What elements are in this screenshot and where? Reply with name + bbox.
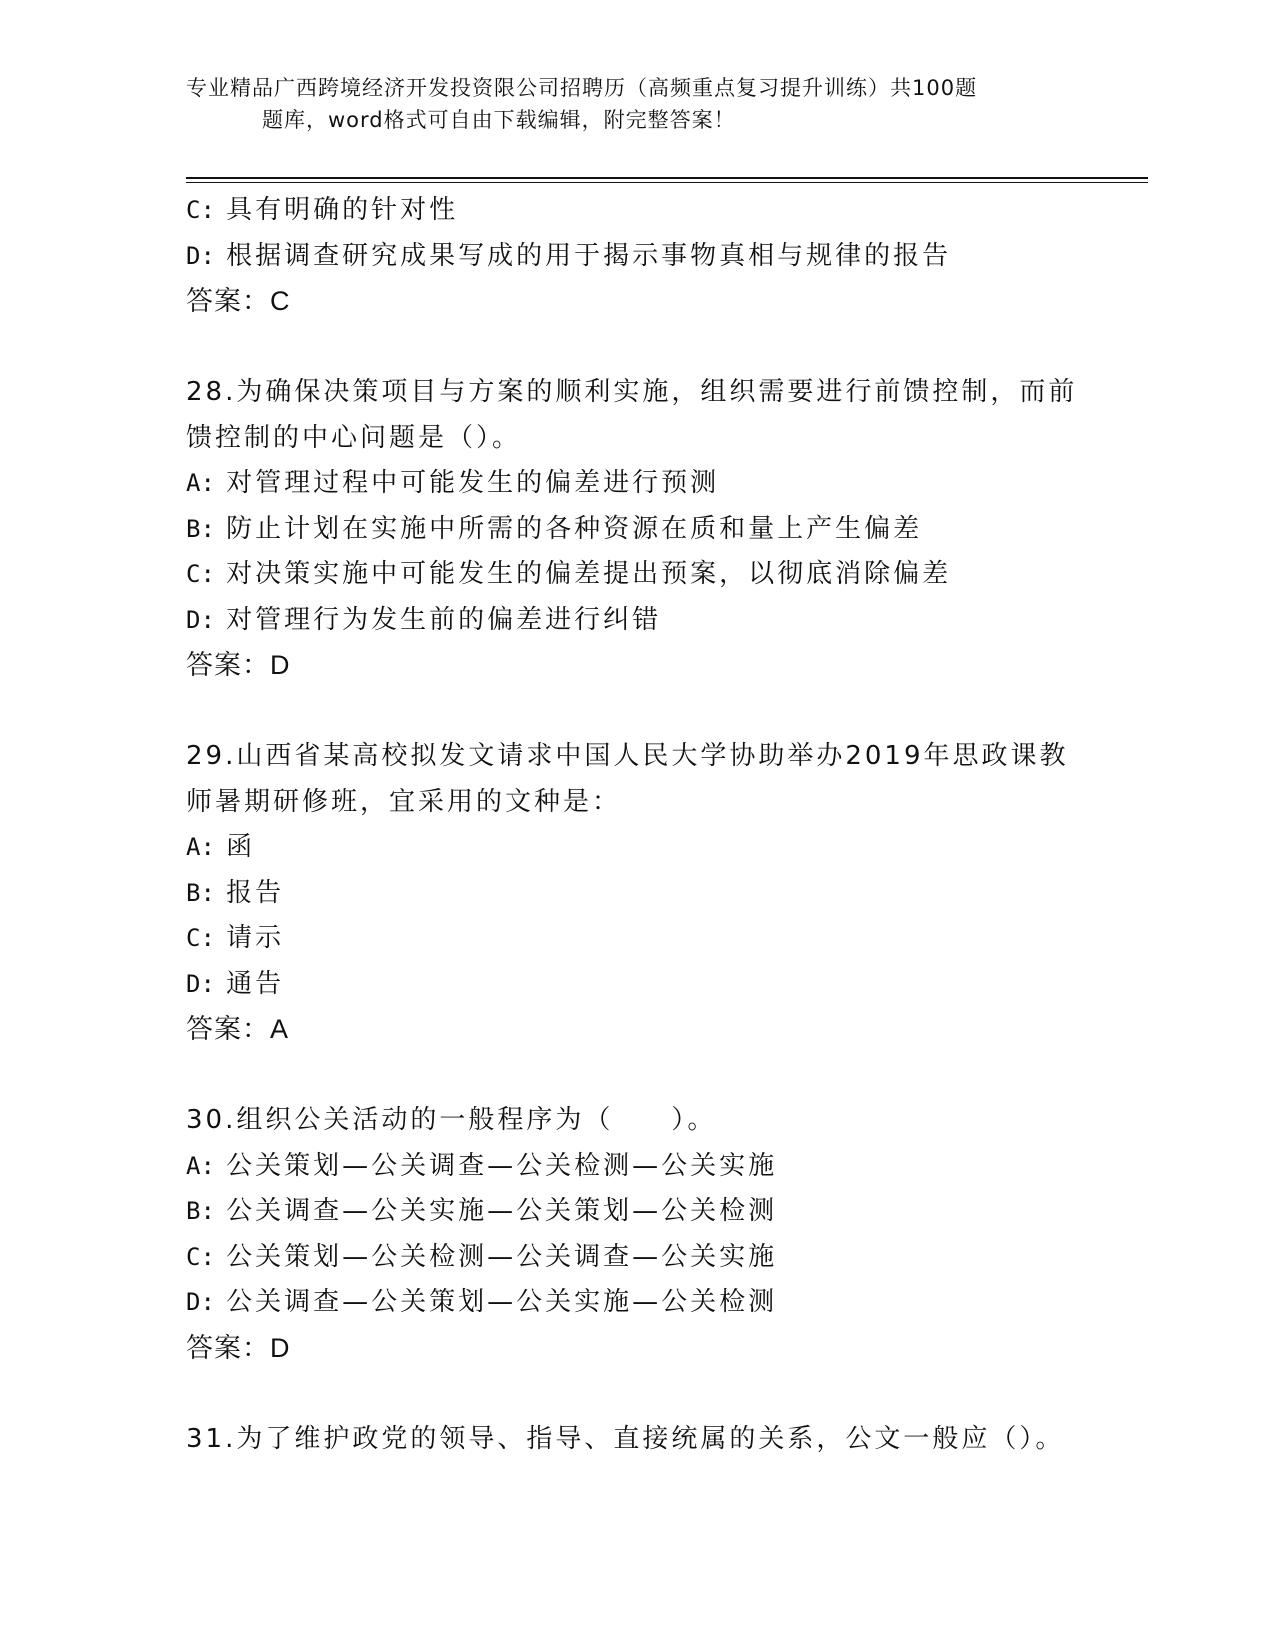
option-a xyxy=(186,1144,1086,1190)
option-d xyxy=(186,234,1086,280)
option-text: 函 xyxy=(226,832,256,862)
option-key: A: xyxy=(186,1151,215,1180)
option-text: 根据调查研究成果写成的用于揭示事物真相与规律的报告 xyxy=(226,240,952,271)
option-key: C: xyxy=(186,196,215,224)
option-c xyxy=(186,552,1086,598)
option-key: D: xyxy=(186,605,215,634)
option-text: 对管理过程中可能发生的偏差进行预测 xyxy=(226,468,720,498)
spacer xyxy=(186,689,1086,735)
option-key: C: xyxy=(186,560,215,588)
question-stem-line: 31.为了维护政党的领导、指导、直接统属的关系，公文一般应（）。 xyxy=(186,1423,1065,1454)
option-text: 公关策划—公关检测—公关调查—公关实施 xyxy=(226,1241,778,1272)
option-a xyxy=(186,461,1086,507)
option-key: C: xyxy=(186,1242,215,1271)
option-c xyxy=(186,1235,1086,1281)
question-stem-line: 30.组织公关活动的一般程序为（ ）。 xyxy=(186,1105,717,1135)
option-key: D: xyxy=(186,969,215,998)
option-text: 对决策实施中可能发生的偏差提出预案，以彻底消除偏差 xyxy=(226,559,952,589)
question-27-continued xyxy=(186,188,1086,325)
option-c xyxy=(186,188,1086,234)
option-text: 通告 xyxy=(226,968,285,999)
question-30 xyxy=(186,1098,1086,1371)
option-d xyxy=(186,598,1086,644)
question-stem-line: 28.为确保决策项目与方案的顺利实施，组织需要进行前馈控制，而前 xyxy=(186,377,1078,407)
question-stem-line: 29.山西省某高校拟发文请求中国人民大学协助举办2019年思政课教 xyxy=(186,741,1069,771)
option-key: A: xyxy=(186,833,215,861)
option-b xyxy=(186,507,1086,553)
question-stem-line: 馈控制的中心问题是（）。 xyxy=(186,422,522,453)
answer-line: 答案：A xyxy=(186,1014,290,1044)
spacer xyxy=(186,1053,1086,1099)
option-text: 防止计划在实施中所需的各种资源在质和量上产生偏差 xyxy=(226,513,923,544)
option-text: 公关调查—公关策划—公关实施—公关检测 xyxy=(226,1287,778,1317)
option-d xyxy=(186,962,1086,1008)
answer-line: 答案：C xyxy=(186,286,291,316)
option-key: A: xyxy=(186,469,215,497)
document-header xyxy=(186,72,1086,136)
option-key: B: xyxy=(186,1197,215,1225)
option-key: C: xyxy=(186,924,215,952)
option-key: D: xyxy=(186,1288,215,1316)
option-key: B: xyxy=(186,514,215,543)
question-29 xyxy=(186,734,1086,1053)
option-text: 对管理行为发生前的偏差进行纠错 xyxy=(226,604,662,635)
answer-line: 答案：D xyxy=(186,1332,291,1363)
answer-line: 答案：D xyxy=(186,650,291,680)
header-title-line-2: 题库，word格式可自由下载编辑，附完整答案！ xyxy=(262,108,736,132)
option-text: 具有明确的针对性 xyxy=(226,195,459,225)
option-text: 公关策划—公关调查—公关检测—公关实施 xyxy=(226,1150,778,1181)
option-text: 请示 xyxy=(226,923,285,953)
header-divider-thick xyxy=(186,177,1148,179)
option-b xyxy=(186,1189,1086,1235)
option-c xyxy=(186,916,1086,962)
header-title-line-1: 专业精品广西跨境经济开发投资限公司招聘历（高频重点复习提升训练）共100题 xyxy=(186,76,978,100)
question-content xyxy=(186,188,1086,1462)
option-a xyxy=(186,825,1086,871)
option-text: 公关调查—公关实施—公关策划—公关检测 xyxy=(226,1196,778,1226)
option-text: 报告 xyxy=(226,877,285,908)
option-b xyxy=(186,871,1086,917)
spacer xyxy=(186,325,1086,371)
question-31 xyxy=(186,1417,1086,1463)
header-divider-thin xyxy=(186,182,1148,183)
option-key: D: xyxy=(186,241,215,270)
question-stem-line: 师暑期研修班，宜采用的文种是： xyxy=(186,786,622,817)
option-d xyxy=(186,1280,1086,1326)
option-key: B: xyxy=(186,878,215,907)
question-28 xyxy=(186,370,1086,689)
spacer xyxy=(186,1371,1086,1417)
